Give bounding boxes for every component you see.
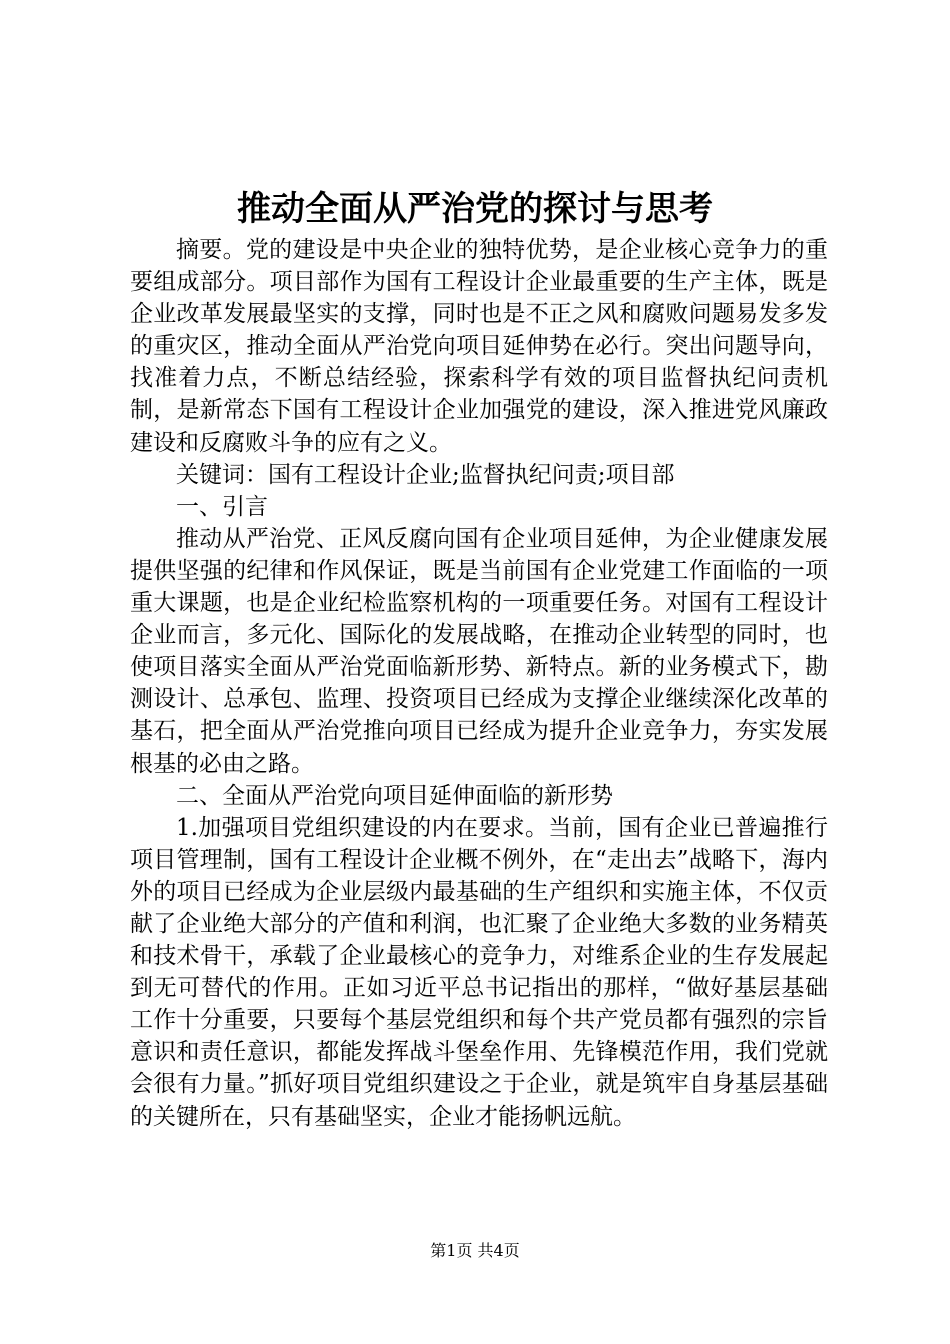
point-1-paragraph: 1.加强项目党组织建设的内在要求。当前，国有企业已普遍推行项目管理制，国有工程设计企业概不例外，在“走出去”战略下，海内外的项目已经成为企业层级内最基础的生产组织和实施主体，不仅贡献了企业绝大部分的产值和利润，也汇聚了企业绝大多数的业务精英和技术骨干，承载了企业最核心的竞争力，对维系企业的生存发展起到无可替代的作用。正如习近平总书记指出的那样，“做好基层基础工作十分重要，只要每个基层党组织和每个共产党员都有强烈的宗旨意识和责任意识，都能发挥战斗堡垒作用、先锋模范作用，我们党就会很有力量。”抓好项目党组织建设之于企业，就是筑牢自身基层基础的关键所在，只有基础坚实，企业才能扬帆远航。 <box>130 814 828 1130</box>
abstract-paragraph: 摘要。党的建设是中央企业的独特优势，是企业核心竞争力的重要组成部分。项目部作为国有工程设计企业最重要的生产主体，既是企业改革发展最坚实的支撑，同时也是不正之风和腐败问题易发多发的重灾区，推动全面从严治党向项目延伸势在必行。突出问题导向，找准着力点，不断总结经验，探索科学有效的项目监督执纪问责机制，是新常态下国有工程设计企业加强党的建设，深入推进党风廉政建设和反腐败斗争的应有之义。 <box>130 237 828 456</box>
page-footer: 第1页 共4页 <box>430 1241 520 1260</box>
introduction-paragraph: 推动从严治党、正风反腐向国有企业项目延伸，为企业健康发展提供坚强的纪律和作风保证，既是当前国有企业党建工作面临的一项重大课题，也是企业纪检监察机构的一项重要任务。对国有工程设计企业而言，多元化、国际化的发展战略，在推动企业转型的同时，也使项目落实全面从严治党面临新形势、新特点。新的业务模式下，勘测设计、总承包、监理、投资项目已经成为支撑企业继续深化改革的基石，把全面从严治党推向项目已经成为提升企业竞争力，夯实发展根基的必由之路。 <box>130 525 828 777</box>
keywords-line: 关键词：国有工程设计企业;监督执纪问责;项目部 <box>176 461 675 488</box>
document-body <box>130 234 828 1133</box>
section-heading-new-situation: 二、全面从严治党向项目延伸面临的新形势 <box>176 782 613 809</box>
document-title: 推动全面从严治党的探讨与思考 <box>237 189 713 229</box>
section-heading-introduction: 一、引言 <box>176 493 268 520</box>
